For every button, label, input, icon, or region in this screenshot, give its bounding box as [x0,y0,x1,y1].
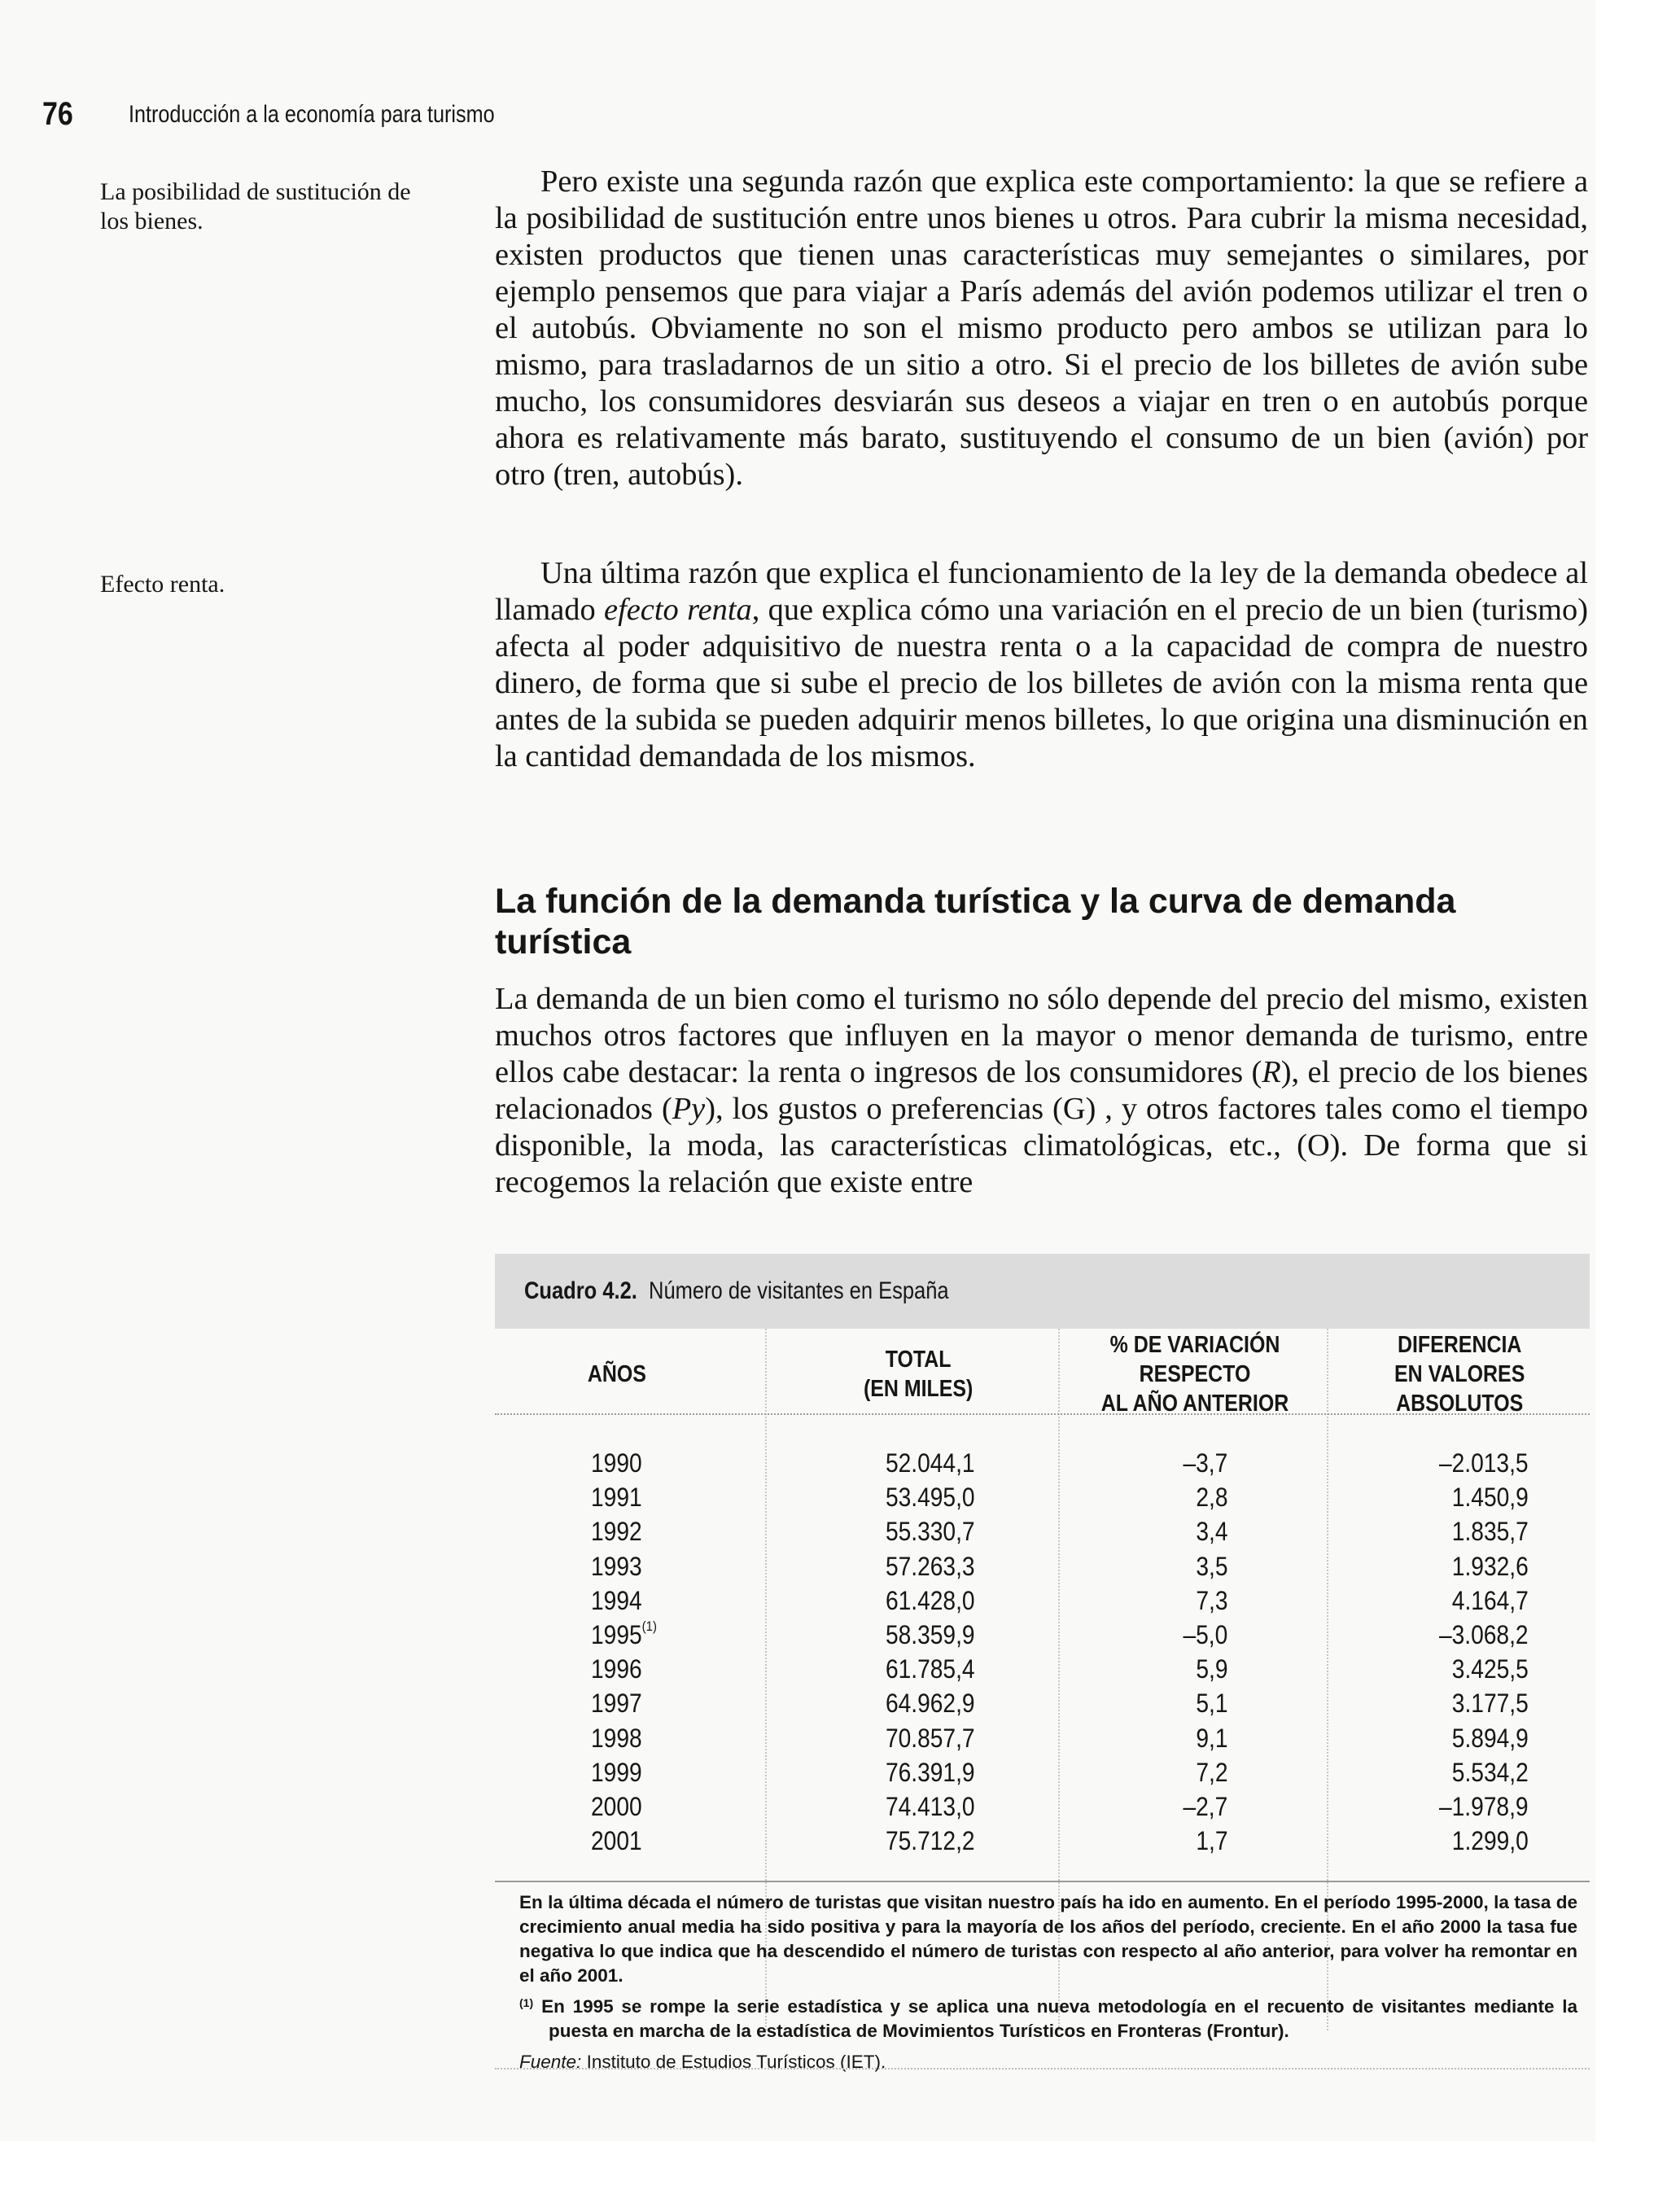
cell-value: 5.534,2 [1452,1757,1529,1787]
cell-value: 5,9 [1195,1654,1227,1684]
cell-text [591,1583,642,1618]
cell-total [812,1755,975,1789]
cell-text [1183,1618,1227,1652]
table-row [495,1480,1590,1514]
column-header-total [780,1335,1057,1413]
cell-year [591,1755,689,1789]
cell-text [1196,1824,1227,1858]
paragraph-text [495,555,1588,775]
cell-value: –2.013,5 [1439,1448,1529,1478]
cell-text [591,1755,642,1789]
cell-text [886,1686,975,1720]
cell-absolute-difference [1382,1583,1529,1618]
cell-value: –5,0 [1183,1619,1227,1649]
cell-text [1196,1583,1227,1618]
text-run: ) , y otros factores tales como el tiempo disponible, la moda, las características climatológicas, etc., ( [495,1092,1588,1163]
cell-percent-change [1138,1721,1227,1755]
column-header-years [527,1335,707,1413]
cell-value: 75.712,2 [886,1826,975,1856]
cell-absolute-difference [1382,1686,1529,1720]
paragraph-text: Pero existe una segunda razón que explica este comportamiento: la que se refiere a la posibilidad de sustitución entre unos bienes u otros. Para cubrir la misma necesidad, existen productos que tienen unas características muy semejantes o similares, por ejemplo pensemos que para viajar a París además del avión podemos utilizar el tren o el autobús. Obviamente no son el mismo producto pero ambos se utilizan para lo mismo, para trasladarnos de un sitio a otro. Si el precio de los billetes de avión sube mucho, los consumidores desviarán sus deseos a viajar en tren o en autobús porque ahora es relativamente más barato, sustituyendo el consumo de un bien (avión) por otro (tren, autobús). [495,164,1588,492]
cell-value: 1997 [591,1689,642,1719]
cell-total [812,1789,975,1824]
header-text: % DE VARIACIÓN RESPECTO AL AÑO ANTERIOR [1100,1332,1289,1417]
cell-text [1439,1446,1529,1480]
caption-label: Cuadro 4.2. [524,1277,637,1304]
cell-value: 5.894,9 [1452,1723,1529,1753]
cell-total [812,1618,975,1652]
text-run: Una última razón que explica el funcionamiento de la ley de la demanda obedece al llamado [495,556,1588,627]
body-paragraph-substitution [495,164,1588,493]
variable-py: Py [672,1092,706,1126]
table-header-row [495,1332,1590,1417]
cell-value: –1.978,9 [1439,1791,1529,1821]
cell-absolute-difference [1382,1789,1529,1824]
cell-percent-change [1138,1583,1227,1618]
cell-value: 57.263,3 [886,1551,975,1581]
cell-text [1452,1480,1529,1514]
margin-note-income-effect: Efecto renta. [100,571,225,598]
cell-value: 1993 [591,1551,642,1581]
table-bottom-rule [495,2068,1590,2070]
cell-value: 3.425,5 [1452,1654,1529,1684]
cell-year [591,1583,689,1618]
margin-note-substitution: La posibilidad de sustitución de los bienes. [100,178,411,234]
cell-absolute-difference [1382,1446,1529,1480]
cell-value: 7,3 [1195,1585,1227,1615]
cell-absolute-difference [1382,1824,1529,1858]
cell-text [1452,1583,1529,1618]
cell-year [591,1652,689,1686]
cell-text [1452,1549,1529,1583]
cell-percent-change [1138,1755,1227,1789]
cell-absolute-difference [1382,1549,1529,1583]
source-text: Instituto de Estudios Turísticos (IET). [581,2052,886,2072]
cell-value: 1,7 [1195,1826,1227,1856]
cell-text [1452,1652,1529,1686]
cell-total [812,1583,975,1618]
variable-r: R [1262,1055,1281,1089]
caption-title: Número de visitantes en España [649,1277,949,1304]
table-footnote [519,1995,1577,2043]
cell-text [1452,1721,1529,1755]
cell-total [812,1446,975,1480]
cell-text [1196,1686,1227,1720]
cell-total [812,1514,975,1548]
table-body [495,1446,1590,1858]
cell-text [1183,1789,1227,1824]
table-caption [495,1254,1590,1329]
table-rule [495,1881,1590,1882]
cell-value: 3,5 [1195,1551,1227,1581]
footnote-text: En 1995 se rompe la serie estadística y se aplica una nueva metodología en el recuento de visitantes mediante la puesta en marcha de la estadística de Movimientos Turísticos en Fronteras (Frontur). [541,1996,1577,2041]
cell-absolute-difference [1382,1721,1529,1755]
cell-value: 4.164,7 [1452,1585,1529,1615]
cell-year [591,1686,689,1720]
cell-percent-change [1138,1618,1227,1652]
text-run: ). De forma que si recogemos la relación que existe entre [495,1128,1588,1199]
cell-text [1196,1549,1227,1583]
table-row [495,1755,1590,1789]
cell-text [591,1721,642,1755]
cell-value: 2001 [591,1826,642,1856]
column-header-percent-change [1065,1332,1325,1417]
cell-value: 1992 [591,1517,642,1547]
cell-text [1452,1514,1529,1548]
page-number: 76 [42,96,73,132]
cell-total [812,1686,975,1720]
cell-text [591,1652,642,1686]
cell-percent-change [1138,1514,1227,1548]
cell-total [812,1652,975,1686]
source-label: Fuente: [519,2052,582,2072]
cell-text [1452,1755,1529,1789]
cell-text [1452,1824,1529,1858]
footnote-reference: (1) [641,1618,657,1634]
cell-total [812,1824,975,1858]
cell-percent-change [1138,1686,1227,1720]
cell-value: 2000 [591,1791,642,1821]
cell-text [886,1549,975,1583]
cell-text [886,1721,975,1755]
cell-year [591,1824,689,1858]
table-row [495,1686,1590,1720]
cell-total [812,1480,975,1514]
table-row [495,1549,1590,1583]
body-paragraph-demand-function [495,981,1588,1201]
table-row [495,1721,1590,1755]
cell-absolute-difference [1382,1618,1529,1652]
cell-text [591,1618,657,1652]
cell-value: 76.391,9 [886,1757,975,1787]
cell-percent-change [1138,1789,1227,1824]
cell-text [1196,1480,1227,1514]
text-run: La demanda de un bien como el turismo no sólo depende del precio del mismo, existen muchos otros factores que influyen en la mayor o menor demanda de turismo, entre ellos cabe destacar: la renta o ingresos de los consumidores ( [495,982,1588,1089]
cell-absolute-difference [1382,1652,1529,1686]
table-commentary: En la última década el número de turistas que visitan nuestro país ha ido en aumento. En el período 1995-2000, la tasa de crecimiento anual media ha sido positiva y para la mayoría de los años del período, creciente. En el año 2000 la tasa fue negativa lo que indica que ha descendido el número de turistas con respecto al año anterior, para volver ha remontar en el año 2001. [519,1892,1577,1986]
cell-percent-change [1138,1549,1227,1583]
cell-percent-change [1138,1480,1227,1514]
table-row [495,1583,1590,1618]
cell-value: 64.962,9 [886,1689,975,1719]
cell-text [591,1514,642,1548]
cell-year [591,1721,689,1755]
body-paragraph-income-effect [495,555,1588,775]
cell-text [1439,1789,1529,1824]
cell-total [812,1549,975,1583]
cell-value: 1990 [591,1448,642,1478]
cell-value: –3,7 [1183,1448,1227,1478]
cell-absolute-difference [1382,1514,1529,1548]
cell-text [1196,1652,1227,1686]
cell-value: 61.428,0 [886,1585,975,1615]
cell-value: 1.835,7 [1452,1517,1529,1547]
text-run: ), los gustos o preferencias ( [705,1092,1063,1126]
cell-text [591,1824,642,1858]
cell-text [886,1446,975,1480]
cell-percent-change [1138,1652,1227,1686]
cell-percent-change [1138,1446,1227,1480]
cell-value: 2,8 [1195,1483,1227,1513]
cell-value: 1999 [591,1757,642,1787]
text-run: , que explica cómo una variación en el precio de un bien (turismo) afecta al poder adquisitivo de nuestra renta o a la capacidad de compra de nuestro dinero, de forma que si sube el precio de los billetes de avión con la misma renta que antes de la subida se pueden adquirir menos billetes, lo que origina una disminución en la cantidad demandada de los mismos. [495,593,1589,773]
table-row [495,1514,1590,1548]
cell-value: 55.330,7 [886,1517,975,1547]
cell-value: 52.044,1 [886,1448,975,1478]
cell-value: 70.857,7 [886,1723,975,1753]
cell-year [591,1514,689,1548]
table-source [519,2050,1577,2074]
cell-value: 9,1 [1195,1723,1227,1753]
cell-value: 7,2 [1195,1757,1227,1787]
cell-value: 61.785,4 [886,1654,975,1684]
table-row [495,1789,1590,1824]
paragraph-text [495,981,1588,1201]
cell-value: 1995 [591,1619,642,1649]
column-header-absolute-difference [1333,1332,1586,1417]
cell-value: –3.068,2 [1439,1619,1529,1649]
cell-text [886,1480,975,1514]
cell-year [591,1549,689,1583]
cell-text [591,1446,642,1480]
cell-year [591,1789,689,1824]
table-notes [519,1890,1577,2081]
cell-total [812,1721,975,1755]
caption-text [524,1254,949,1329]
cell-value: 58.359,9 [886,1619,975,1649]
cell-percent-change [1138,1824,1227,1858]
cell-value: 1994 [591,1585,642,1615]
cell-value: 74.413,0 [886,1791,975,1821]
cell-text [886,1755,975,1789]
variable-o: O [1306,1128,1330,1163]
table-row [495,1652,1590,1686]
cell-absolute-difference [1382,1755,1529,1789]
cell-text [886,1583,975,1618]
cell-year [591,1446,689,1480]
cell-year [591,1618,689,1652]
cell-value: –2,7 [1183,1791,1227,1821]
cell-value: 1991 [591,1483,642,1513]
variable-g: G [1062,1092,1086,1126]
cell-value: 3.177,5 [1452,1689,1529,1719]
header-text: DIFERENCIA EN VALORES ABSOLUTOS [1394,1332,1525,1417]
cell-value: 5,1 [1195,1689,1227,1719]
text-run: ), el precio de los bienes relacionados ( [495,1055,1588,1126]
cell-absolute-difference [1382,1480,1529,1514]
cell-text [1196,1721,1227,1755]
cell-value: 1998 [591,1723,642,1753]
table-row [495,1618,1590,1652]
header-text: TOTAL (EN MILES) [863,1347,974,1402]
cell-value: 1996 [591,1654,642,1684]
running-title: Introducción a la economía para turismo [129,100,495,128]
cell-text [1196,1755,1227,1789]
cell-value: 1.299,0 [1452,1826,1529,1856]
table-row [495,1824,1590,1858]
cell-year [591,1480,689,1514]
header-text: AÑOS [587,1361,647,1387]
cell-text [886,1652,975,1686]
cell-value: 1.932,6 [1452,1551,1529,1581]
cell-text [1183,1446,1227,1480]
table-row [495,1446,1590,1480]
cell-text [591,1480,642,1514]
cell-value: 53.495,0 [886,1483,975,1513]
cell-value: 3,4 [1195,1517,1227,1547]
footnote-mark: (1) [519,1996,534,2009]
cell-text [886,1824,975,1858]
cell-text [1439,1618,1529,1652]
visitors-table [495,1254,1590,2105]
cell-text [591,1686,642,1720]
cell-value: 1.450,9 [1452,1483,1529,1513]
cell-text [591,1549,642,1583]
running-head [42,96,564,145]
cell-text [1452,1686,1529,1720]
emphasis-text: efecto renta [604,593,752,627]
section-heading: La función de la demanda turística y la curva de demanda turística [495,882,1456,961]
cell-text [1196,1514,1227,1548]
cell-text [886,1514,975,1548]
cell-text [591,1789,642,1824]
cell-text [886,1618,975,1652]
cell-text [886,1789,975,1824]
